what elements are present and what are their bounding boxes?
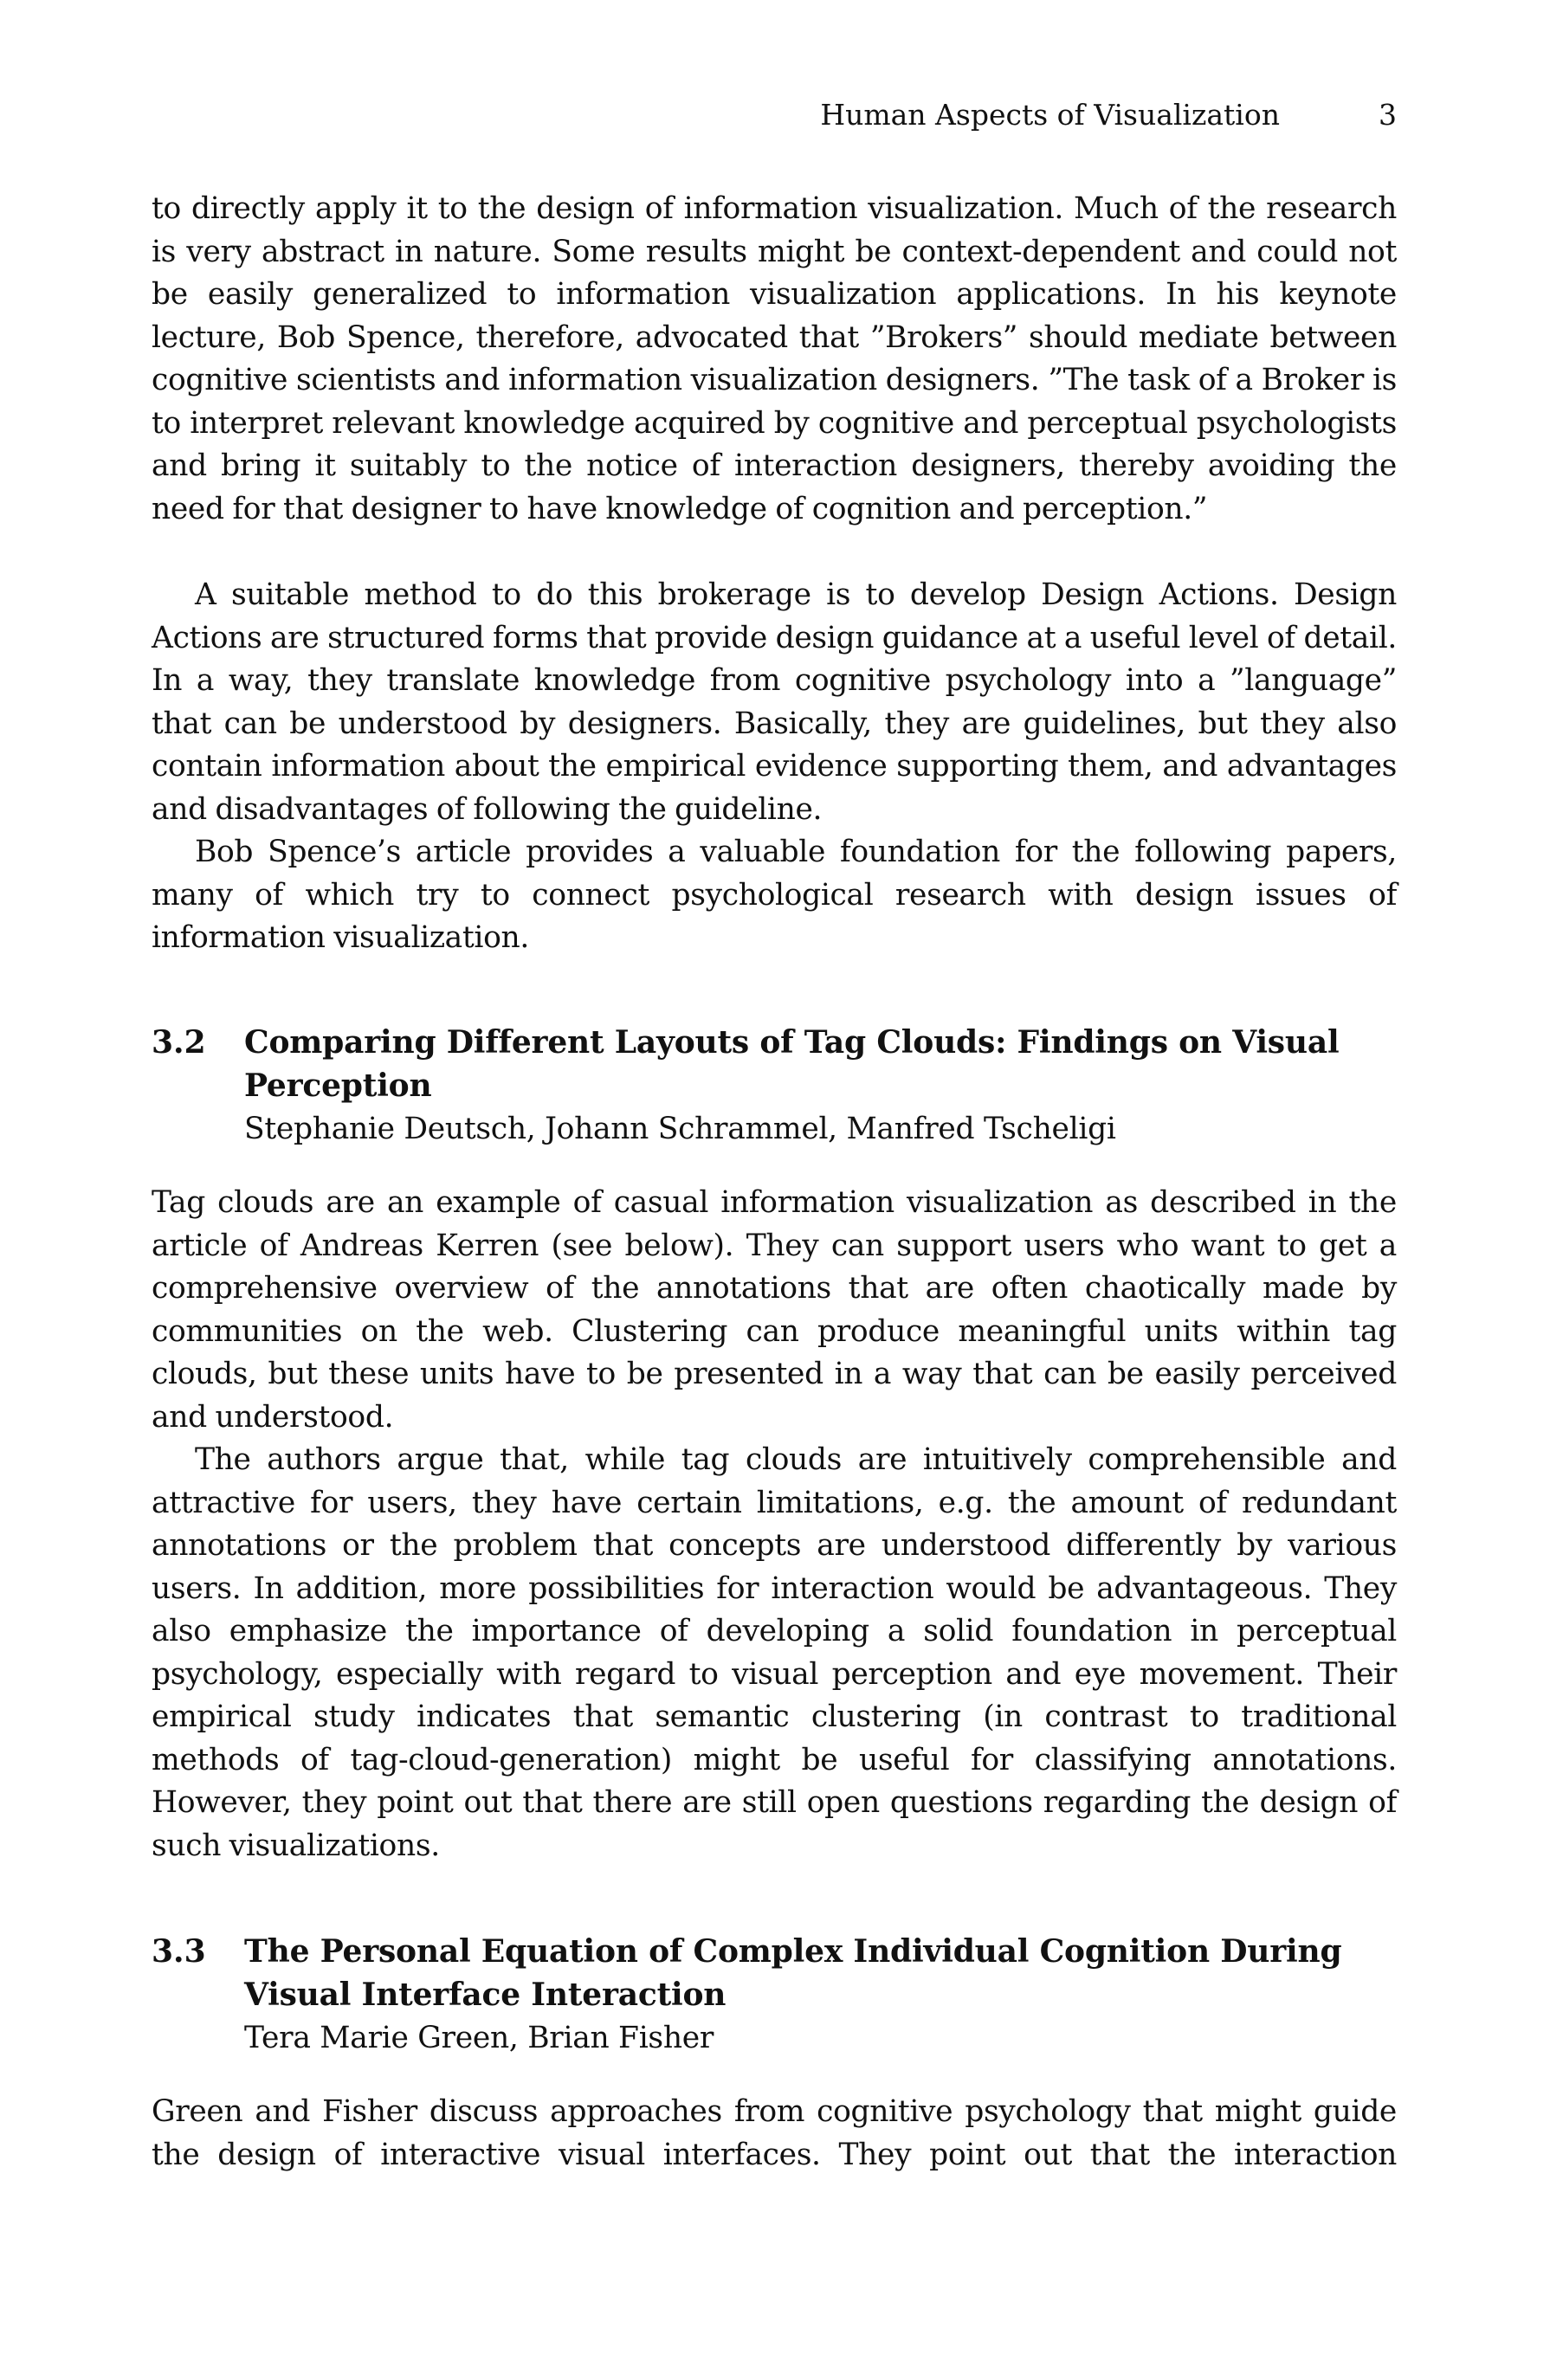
section-title: Comparing Different Layouts of Tag Clouds: Findings on Visual Perception bbox=[244, 1024, 1340, 1104]
page-number: 3 bbox=[1379, 98, 1397, 132]
body-paragraph: A suitable method to do this brokerage is to develop Design Actions. Design Actions are structured forms that provide design guidance at a useful level of detail. In a way, they translate knowledge from cognitive psychology into a ”language” that can be understood by designers. Basically, they are guidelines, but they also contain information about the empirical evidence supporting them, and advantages and disadvantages of following the guideline. bbox=[152, 577, 1397, 827]
section-number: 3.3 bbox=[152, 1933, 206, 1970]
section-title: The Personal Equation of Complex Individual Cognition During Visual Interface Interaction bbox=[244, 1933, 1342, 2013]
section-authors: Tera Marie Green, Brian Fisher bbox=[244, 2021, 714, 2055]
section-authors: Stephanie Deutsch, Johann Schrammel, Manfred Tscheligi bbox=[244, 1112, 1116, 1146]
body-paragraph: Bob Spence’s article provides a valuable foundation for the following papers, many of which try to connect psychological research with design issues of information visualization. bbox=[152, 835, 1397, 955]
body-paragraph: Tag clouds are an example of casual information visualization as described in the article of Andreas Kerren (see below). They can support users who want to get a comprehensive overview of the annotations that are often chaotically made by communities on the web. Clustering can produce meaningful units within tag clouds, but these units have to be presented in a way that can be easily perceived and understood. bbox=[152, 1185, 1397, 1435]
running-head-title: Human Aspects of Visualization bbox=[820, 98, 1280, 132]
body-paragraph: Green and Fisher discuss approaches from cognitive psychology that might guide the design of interactive visual interfaces. They point out that the interaction bbox=[152, 2094, 1397, 2172]
running-head bbox=[152, 94, 1397, 137]
body-paragraph: to directly apply it to the design of information visualization. Much of the research is very abstract in nature. Some results might be context-dependent and could not be easily generalized to information visualization applications. In his keynote lecture, Bob Spence, therefore, advocated that ”Brokers” should mediate between cognitive scientists and information visualization designers. ”The task of a Broker is to interpret relevant knowledge acquired by cognitive and perceptual psychologists and bring it suitably to the notice of interaction designers, thereby avoiding the need for that designer to have knowledge of cognition and perception.” bbox=[152, 191, 1397, 526]
body-paragraph: The authors argue that, while tag clouds are intuitively comprehensible and attractive for users, they have certain limitations, e.g. the amount of redundant annotations or the problem that concepts are understood differently by various users. In addition, more possibilities for interaction would be advantageous. They also emphasize the importance of developing a solid foundation in perceptual psychology, especially with regard to visual perception and eye movement. Their empirical study indicates that semantic clustering (in contrast to traditional methods of tag-cloud-generation) might be useful for classifying annotations. However, they point out that there are still open questions regarding the design of such visualizations. bbox=[152, 1442, 1397, 1863]
section-number: 3.2 bbox=[152, 1024, 206, 1061]
